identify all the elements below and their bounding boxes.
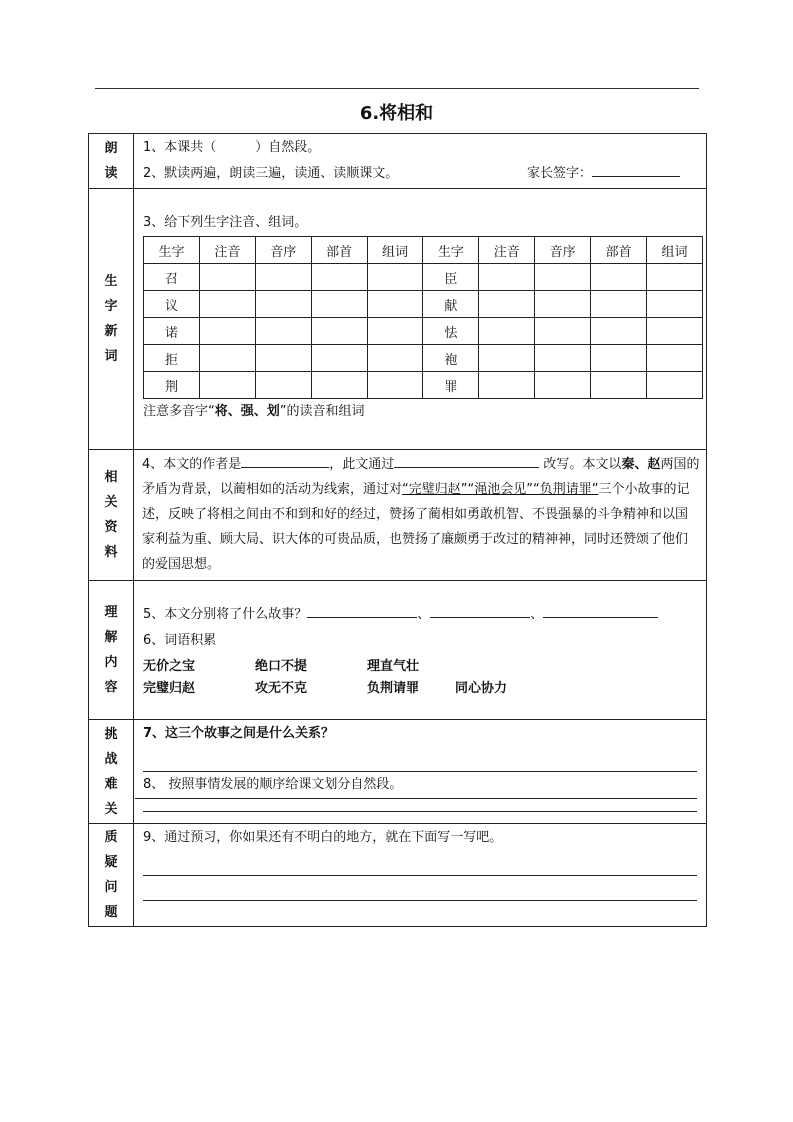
word-list-2: 完璧归赵 攻无不克 负荆请罪 同心协力 <box>143 681 508 696</box>
challenge-section <box>134 720 707 824</box>
question-9: 9、通过预习，你如果还有不明白的地方，就在下面写一写吧。 <box>143 830 503 845</box>
parent-signature: 家长签字： <box>527 161 680 187</box>
answer-line[interactable] <box>143 747 697 772</box>
author-field[interactable] <box>241 453 329 468</box>
page-title: 6.将相和 <box>359 103 434 124</box>
answer-line[interactable] <box>143 851 697 876</box>
section-label-new-words: 生 字 新 词 <box>89 189 134 450</box>
question-8: 8、 按照事情发展的顺序给课文划分自然段。 <box>135 772 697 799</box>
source-field[interactable] <box>394 453 539 468</box>
signature-field[interactable] <box>592 162 680 177</box>
question-3: 3、给下列生字注音、组词。 <box>143 215 308 230</box>
header-rule <box>95 88 699 89</box>
understanding-section <box>134 581 707 720</box>
section-label-challenge: 挑 战 难 关 <box>89 720 134 824</box>
questions-section <box>134 824 707 927</box>
table-row: 拒 袍 <box>144 345 703 372</box>
reading-section <box>134 134 707 189</box>
new-words-section <box>134 189 707 450</box>
table-row: 议 献 <box>144 291 703 318</box>
story-2-field[interactable] <box>430 603 530 618</box>
table-row: 荆 罪 <box>144 372 703 399</box>
question-1: 1、本课共（ ）自然段。 <box>143 140 321 155</box>
table-row: 召 臣 <box>144 264 703 291</box>
section-label-questions: 质 疑 问 题 <box>89 824 134 927</box>
story-3-field[interactable] <box>543 603 658 618</box>
question-5: 5、本文分别将了什么故事？ 、 、 <box>135 602 705 628</box>
question-2: 2、默读两遍，朗读三遍，读通、读顺课文。 家长签字： <box>135 161 705 187</box>
answer-line[interactable] <box>143 799 697 812</box>
answer-line[interactable] <box>143 876 697 901</box>
section-label-materials: 相 关 资 料 <box>89 450 134 581</box>
polyphone-note: 注意多音字“将、强、划”的读音和组词 <box>143 404 365 419</box>
question-7: 7、这三个故事之间是什么关系？ <box>143 726 335 741</box>
question-6: 6、词语积累 <box>143 633 217 648</box>
materials-section: 4、本文的作者是 ，此文通过 改写。本文以秦、赵两国的矛盾为背景，以蔺相如的活动为线索，通过对“完璧归赵”“渑池会见”“负荆请罪”三个小故事的记述，反映了将相之间由不和到和好的经过，赞扬了蔺相如勇敢机智、不畏强暴的斗争精神和以国家利益为重、顾大局、识大体的可贵品质，也赞扬了廉颇勇于改过的精神神，同时还赞颂了他们的爱国思想。 <box>134 450 707 581</box>
characters-table: 生字 注音 音序 部首 组词 生字 注音 音序 部首 组词 召 臣 议 献 诺 怯 拒 袍 荆 罪 <box>143 236 703 399</box>
section-label-understanding: 理 解 内 容 <box>89 581 134 720</box>
story-1-field[interactable] <box>307 603 417 618</box>
word-list-1: 无价之宝 绝口不提 理直气壮 <box>143 659 420 674</box>
table-row: 诺 怯 <box>144 318 703 345</box>
section-label-reading: 朗 读 <box>89 134 134 189</box>
worksheet-table <box>88 133 707 927</box>
